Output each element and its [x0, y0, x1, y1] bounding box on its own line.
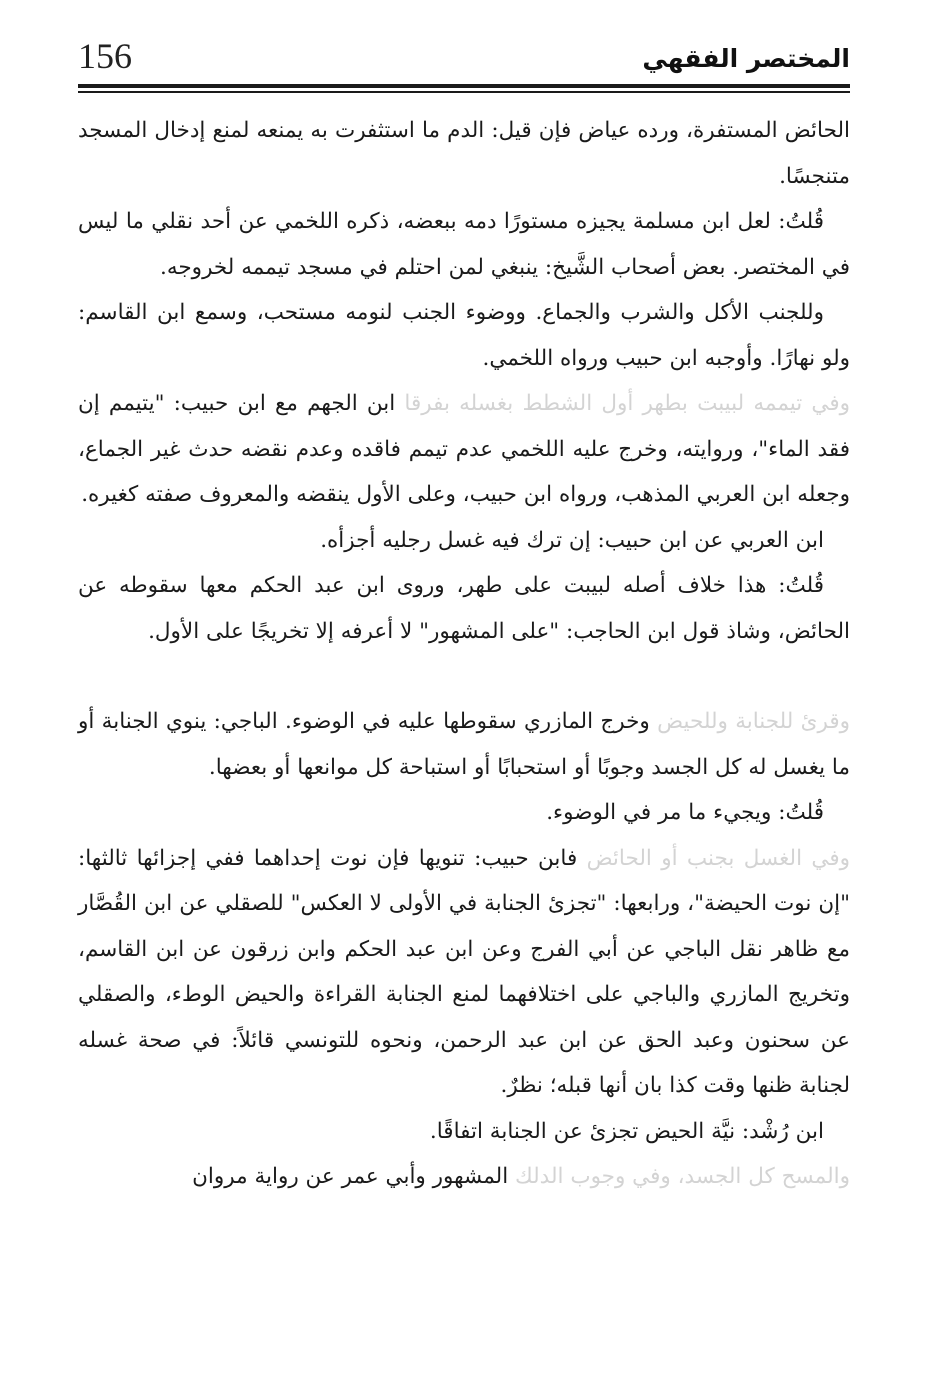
faded-heading-text: وفي الغسل بجنب أو الحائض: [586, 845, 850, 871]
paragraph-text: وخرج المازري سقوطها عليه في الوضوء. الباجي: ينوي الجنابة أو ما يغسل له كل الجسد وجوبًا أو استحبابًا أو استباحة كل موانعها أو بعضها.: [78, 709, 850, 780]
header-rule-thick: [78, 84, 850, 88]
paragraph-text: الحائض المستفرة، ورده عياض فإن قيل: الدم ما استثفرت به يمنعه لمنع إدخال المسجد متنجسًا.: [78, 118, 850, 189]
paragraph: [78, 518, 850, 564]
page-number: 156: [78, 36, 132, 76]
paragraph: [78, 381, 850, 518]
paragraph: [78, 199, 850, 290]
paragraph-text: ابن الجهم مع ابن حبيب: "يتيمم إن فقد الماء"، وروايته، وخرج عليه اللخمي عدم تيمم فاقده وعدم نقضه حدث غير الجماع، وجعله ابن العربي المذهب، ورواه ابن حبيب، وعلى الأول ينقضه والمعروف صفته كغيره.: [78, 391, 850, 507]
paragraph-text: قُلتُ: هذا خلاف أصله لبيبت على طهر، وروى ابن عبد الحكم معها سقوطه عن الحائض، وشاذ قول ابن الحاجب: "على المشهور" لا أعرفه إلا تخريجًا على الأول.: [78, 573, 850, 644]
paragraph-text: قُلتُ: لعل ابن مسلمة يجيزه مستورًا دمه ببعضه، ذكره اللخمي عن أحد نقلي ما ليس في المختصر. بعض أصحاب الشَّيخ: ينبغي لمن احتلم في مسجد تيممه لخروجه.: [78, 209, 850, 280]
faded-heading-text: والمسح كل الجسد، وفي وجوب الدلك: [515, 1164, 850, 1189]
paragraph: [78, 290, 850, 381]
header-rule-thin: [78, 91, 850, 93]
paragraph: [78, 836, 850, 1109]
paragraph-text: ابن رُشْد: نيَّة الحيض تجزئ عن الجنابة اتفاقًا.: [429, 1118, 824, 1144]
paragraph: [78, 790, 850, 836]
page-header: [78, 30, 850, 86]
paragraph-text: فابن حبيب: تنويها فإن نوت إحداهما ففي إجزائها ثالثها: "إن نوت الحيضة"، ورابعها: "تجزئ الجنابة في الأولى لا العكس" للصقلي عن ابن القُصَّار مع ظاهر نقل الباجي عن أبي الفرج وعن ابن عبد الحكم وابن زرقون عن ابن القاسم، وتخريج المازري والباجي على اختلافهما لمنع الجنابة القراءة والحيض الوطء، والصقلي عن سحنون وعبد الحق عن ابن عبد الرحمن، ونحوه للتونسي قائلاً: في صحة غسله لجنابة ظنها وقت كذا بان أنها قبله؛ نظرٌ.: [78, 845, 850, 1098]
paragraph: [78, 1109, 850, 1155]
running-title: المختصر الفقهي: [642, 44, 850, 73]
paragraph-gap: [78, 654, 850, 699]
paragraph-text: قُلتُ: ويجيء ما مر في الوضوء.: [546, 800, 824, 825]
paragraph: [78, 108, 850, 199]
faded-heading-text: وقرئ للجنابة وللحيض: [657, 709, 851, 734]
paragraph: [78, 699, 850, 790]
paragraph: [78, 563, 850, 654]
paragraph-text: وللجنب الأكل والشرب والجماع. ووضوء الجنب لنومه مستحب، وسمع ابن القاسم: ولو نهارًا. وأوجبه ابن حبيب ورواه اللخمي.: [78, 300, 850, 371]
paragraph-text: ابن العربي عن ابن حبيب: إن ترك فيه غسل رجليه أجزأه.: [320, 527, 824, 553]
page-body: [78, 108, 850, 1200]
paragraph-text: المشهور وأبي عمر عن رواية مروان: [192, 1164, 509, 1189]
faded-heading-text: وفي تيممه لبيبت بطهر أول الشطط بغسله بفرقا: [404, 391, 850, 416]
paragraph: [78, 1154, 850, 1200]
